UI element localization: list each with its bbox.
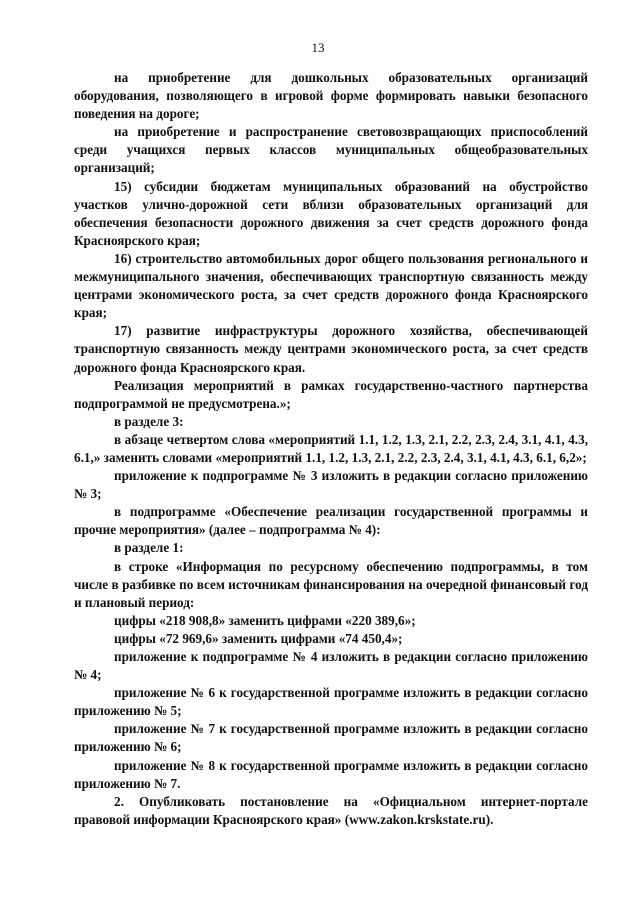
paragraph: в разделе 3: <box>114 413 184 429</box>
page-number: 13 <box>311 40 325 55</box>
paragraph: приложение № 7 к государственной программе изложить в редакции согласно приложению № 6; <box>74 721 588 755</box>
paragraph: 17) развитие инфраструктуры дорожного хозяйства, обеспечивающей транспортную связанность между центрами экономического роста, за счет средств дорожного фонда Красноярского края. <box>74 323 588 375</box>
paragraph: в подпрограмме «Обеспечение реализации государственной программы и прочие мероприятия» (далее – подпрограмма № 4): <box>74 504 588 538</box>
paragraph: на приобретение для дошкольных образовательных организаций оборудования, позволяющего в игровой форме формировать навыки безопасного поведения на дороге; <box>74 70 588 122</box>
paragraph: 16) строительство автомобильных дорог общего пользования регионального и межмуниципального значения, обеспечивающих транспортную связанность между центрами экономического роста, за счет средств дорожного фонда Красноярского края; <box>74 250 588 321</box>
paragraph: в абзаце четвертом слова «мероприятий 1.1, 1.2, 1.3, 2.1, 2.2, 2.3, 2.4, 3.1, 4.1, 4.3, 6.1,» заменить словами «мероприятий 1.1, 1.2, 1.3, 2.1, 2.2, 2.3, 2.4, 3.1, 4.1, 4.3, 6.1, 6,2»; <box>74 431 588 465</box>
paragraph: приложение № 8 к государственной программе изложить в редакции согласно приложению № 7. <box>74 757 588 791</box>
paragraph: приложение к подпрограмме № 4 изложить в редакции согласно приложению № 4; <box>74 649 588 683</box>
paragraph: Реализация мероприятий в рамках государственно-частного партнерства подпрограммой не предусмотрена.»; <box>74 377 588 411</box>
document-body <box>74 69 588 829</box>
paragraph: приложение к подпрограмме № 3 изложить в редакции согласно приложению № 3; <box>74 468 588 502</box>
paragraph: в строке «Информация по ресурсному обеспечению подпрограммы, в том числе в разбивке по всем источникам финансирования на очередной финансовый год и плановый период: <box>74 558 588 610</box>
paragraph: цифры «72 969,6» заменить цифрами «74 450,4»; <box>114 630 403 646</box>
paragraph: 15) субсидии бюджетам муниципальных образований на обустройство участков улично-дорожной сети вблизи образовательных организаций для обеспечения безопасности дорожного движения за счет средств дорожного фонда Красноярского края; <box>74 178 588 248</box>
paragraph: цифры «218 908,8» заменить цифрами «220 389,6»; <box>114 612 416 628</box>
paragraph: на приобретение и распространение световозвращающих приспособлений среди учащихся первых классов муниципальных общеобразовательных организаций; <box>74 124 588 176</box>
paragraph: 2. Опубликовать постановление на «Официальном интернет-портале правовой информации Красноярского края» (www.zakon.krskstate.ru). <box>74 793 588 827</box>
paragraph: приложение № 6 к государственной программе изложить в редакции согласно приложению № 5; <box>74 685 588 719</box>
paragraph: в разделе 1: <box>114 540 184 556</box>
